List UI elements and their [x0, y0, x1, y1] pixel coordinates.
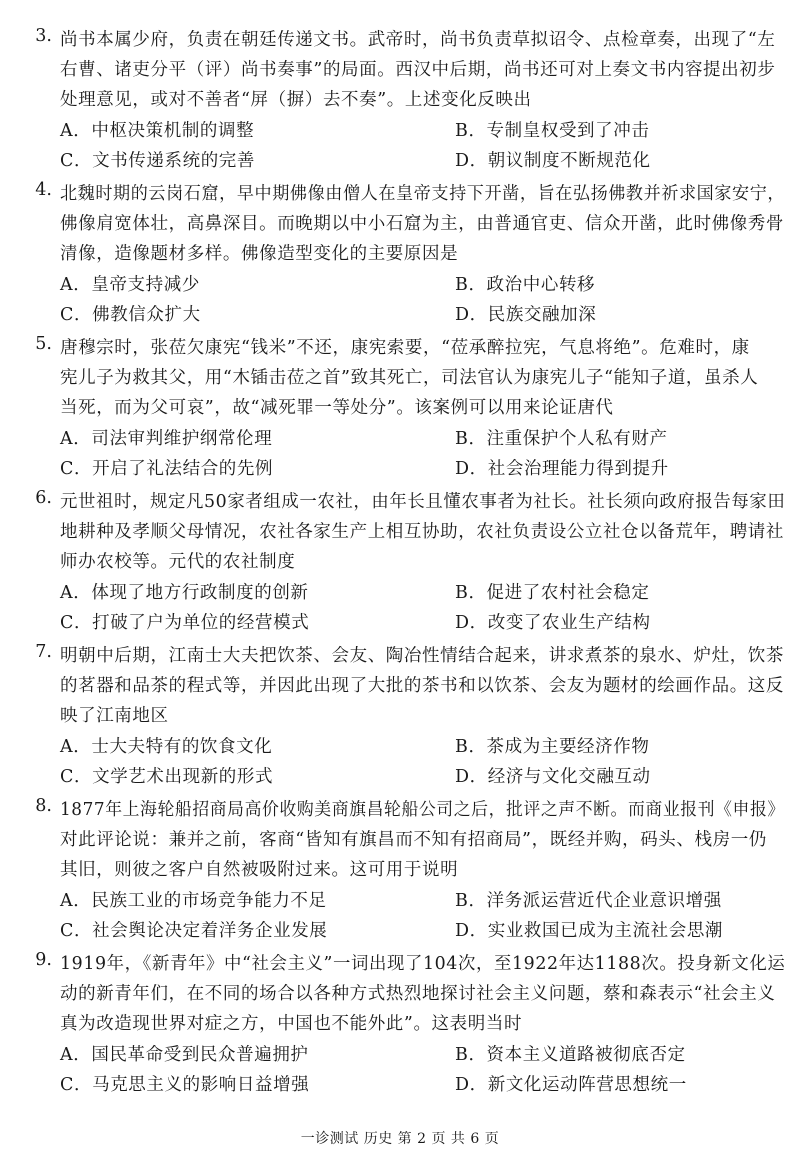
question-text-line: 清像，造像题材多样。佛像造型变化的主要原因是: [60, 244, 459, 264]
option-d: D．实业救国已成为主流社会思潮: [455, 921, 724, 941]
question-text-line: 唐穆宗时，张莅欠康宪“钱米”不还，康宪索要，“莅承醉拉宪，气息将绝”。危难时，康: [60, 338, 750, 358]
question-text-line: 动的新青年们，在不同的场合以各种方式热烈地探讨社会主义问题，蔡和森表示“社会主义: [60, 984, 776, 1004]
page-footer: 一诊测试 历史 第 2 页 共 6 页: [300, 1131, 500, 1147]
question-number: 7.: [35, 642, 52, 662]
option-b: B．注重保护个人私有财产: [455, 429, 668, 449]
option-d: D．民族交融加深: [455, 305, 597, 325]
question-number: 6.: [35, 488, 52, 508]
question-text-line: 处理意见，或对不善者“屏（摒）去不奏”。上述变化反映出: [60, 90, 532, 110]
question-number: 3.: [35, 26, 52, 46]
option-c: C．社会舆论决定着洋务企业发展: [60, 921, 328, 941]
question-text-line: 元世祖时，规定凡50家者组成一农社，由年长且懂农事者为社长。社长须向政府报告每家田: [60, 492, 786, 512]
option-a: A．体现了地方行政制度的创新: [60, 583, 309, 603]
option-a: A．皇帝支持减少: [60, 275, 200, 295]
option-d: D．改变了农业生产结构: [455, 613, 651, 633]
option-a: A．民族工业的市场竞争能力不足: [60, 891, 327, 911]
option-d: D．朝议制度不断规范化: [455, 151, 651, 171]
question-text-line: 宪儿子为救其父，用“木锸击莅之首”致其死亡，司法官认为康宪儿子“能知子道，虽杀人: [60, 368, 759, 388]
option-b: B．茶成为主要经济作物: [455, 737, 650, 757]
question-number: 8.: [35, 796, 52, 816]
question-text-line: 北魏时期的云岗石窟，早中期佛像由僧人在皇帝支持下开凿，旨在弘扬佛教并祈求国家安宁，: [60, 184, 786, 204]
option-c: C．打破了户为单位的经营模式: [60, 613, 310, 633]
question-number: 4.: [35, 180, 52, 200]
question-number: 5.: [35, 334, 52, 354]
question-text-line: 佛像肩宽体壮，高鼻深目。而晚期以中小石窟为主，由普通官吏、信众开凿，此时佛像秀骨: [60, 214, 784, 234]
option-c: C．文学艺术出现新的形式: [60, 767, 274, 787]
question-text-line: 真为改造现世界对症之方，中国也不能外此”。这表明当时: [60, 1014, 523, 1034]
option-a: A．士大夫特有的饮食文化: [60, 737, 273, 757]
option-a: A．司法审判维护纲常伦理: [60, 429, 273, 449]
question-text-line: 1877年上海轮船招商局高价收购美商旗昌轮船公司之后，批评之声不断。而商业报刊《申报》: [60, 800, 785, 820]
question-text-line: 对此评论说：兼并之前，客商“皆知有旗昌而不知有招商局”，既经并购，码头、栈房一仍: [60, 830, 767, 850]
option-a: A．国民革命受到民众普遍拥护: [60, 1045, 309, 1065]
question-text-line: 1919年，《新青年》中“社会主义”一词出现了104次，至1922年达1188次。投身新文化运: [60, 954, 786, 974]
option-b: B．专制皇权受到了冲击: [455, 121, 650, 141]
option-d: D．新文化运动阵营思想统一: [455, 1075, 687, 1095]
question-text-line: 明朝中后期，江南士大夫把饮茶、会友、陶冶性情结合起来，讲求煮茶的泉水、炉灶，饮茶: [60, 646, 784, 666]
question-text-line: 右曹、诸吏分平（评）尚书奏事”的局面。西汉中后期，尚书还可对上奏文书内容提出初步: [60, 60, 776, 80]
option-c: C．佛教信众扩大: [60, 305, 201, 325]
question-text-line: 地耕种及孝顺父母情况，农社各家生产上相互协助，农社负责设公立社仓以备荒年，聘请社: [60, 522, 784, 542]
option-b: B．资本主义道路被彻底否定: [455, 1045, 686, 1065]
question-text-line: 当死，而为父可哀”，故“减死罪一等处分”。该案例可以用来论证唐代: [60, 398, 614, 418]
option-b: B．促进了农村社会稳定: [455, 583, 650, 603]
option-c: C．马克思主义的影响日益增强: [60, 1075, 310, 1095]
question-number: 9.: [35, 950, 52, 970]
option-c: C．文书传递系统的完善: [60, 151, 255, 171]
option-c: C．开启了礼法结合的先例: [60, 459, 274, 479]
question-text-line: 师办农校等。元代的农社制度: [60, 552, 296, 572]
option-d: D．社会治理能力得到提升: [455, 459, 669, 479]
question-text-line: 尚书本属少府，负责在朝廷传递文书。武帝时，尚书负责草拟诏令、点检章奏，出现了“左: [60, 30, 776, 50]
option-a: A．中枢决策机制的调整: [60, 121, 255, 141]
option-d: D．经济与文化交融互动: [455, 767, 651, 787]
option-b: B．政治中心转移: [455, 275, 596, 295]
question-text-line: 映了江南地区: [60, 706, 169, 726]
option-b: B．洋务派运营近代企业意识增强: [455, 891, 722, 911]
question-text-line: 其旧，则彼之客户自然被吸附过来。这可用于说明: [60, 860, 459, 880]
question-text-line: 的茗器和品茶的程式等，并因此出现了大批的茶书和以饮茶、会友为题材的绘画作品。这反: [60, 676, 784, 696]
